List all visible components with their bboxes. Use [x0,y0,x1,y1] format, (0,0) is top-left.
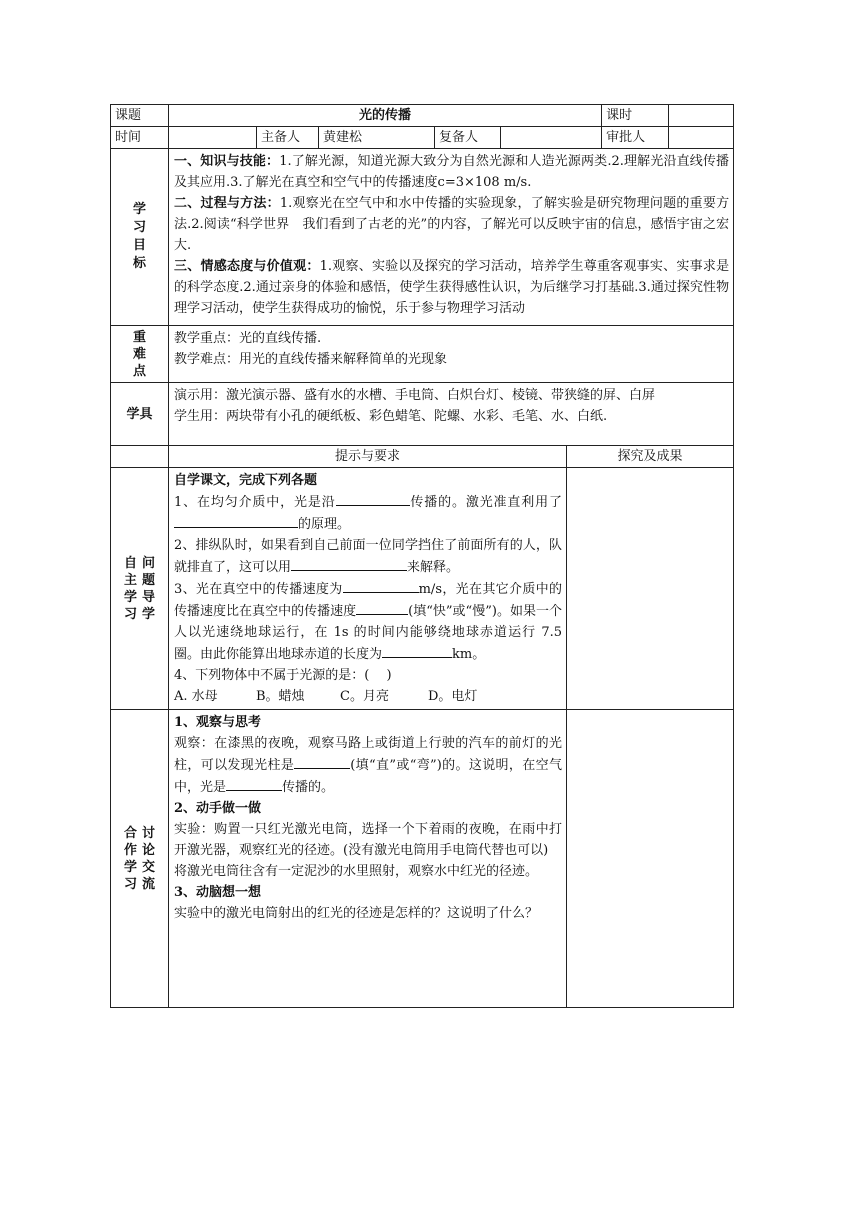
process-text: 1.观察光在空气中和水中传播的实验现象，了解实验是研究物理问题的重要方法.2.阅读“科学世界 我们看到了古老的光”的内容，了解光可以反映宇宙的信息，感悟宇宙之宏大. [174,196,730,253]
period-value [669,105,734,127]
key-points-row [111,326,734,383]
self-study-label [111,468,169,710]
time-label: 时间 [111,127,169,149]
coop-row [111,710,734,1008]
period-label: 课时 [602,105,669,127]
question-1: 1、在均匀介质中，光是沿 传播的。激光准直利用了的原理。 [174,491,562,535]
objectives-label-text: 学习目标 [132,202,146,271]
coop-label [111,710,169,1008]
key-points-label [111,326,169,383]
hands-on-text: 实验：购置一只红光激光电筒，选择一个下着雨的夜晚，在雨中打开激光器，观察红光的径迹。(没有激光电筒用手电筒代替也可以) [174,822,562,858]
question-4: 4、下列物体中不属于光源的是：( ) [174,668,392,683]
columns-blank [111,446,169,468]
lead-label: 主备人 [257,127,319,149]
coop-label-a: 合作学习 [123,825,137,892]
coop-label-b: 讨论交流 [141,825,155,892]
hands-on-title: 2、动手做一做 [174,801,262,816]
hints-header: 提示与要求 [169,446,567,468]
option-d: D。电灯 [428,689,478,704]
question-2: 2、排纵队时，如果看到自己前面一位同学挡住了前面所有的人，队就排直了，这可以用 来解释。 [174,538,562,575]
knowledge-title: 一、知识与技能： [174,154,280,169]
objectives-label [111,149,169,326]
topic-value: 光的传播 [169,105,602,127]
question-3: 3、光在真空中的传播速度为 m/s，光在其它介质中的传播速度比在真空中的传播速度 (填“快”或“慢”)。如果一个人以光速绕地球运行，在 1s 的时间内能够绕地球赤道运行 7.5 圈。由此你能算出地球赤道的长度为 km。 [174,578,562,665]
co-value [501,127,602,149]
header-row-1 [111,105,734,127]
columns-header-row [111,446,734,468]
question-4-options [174,686,562,707]
key-point-line: 教学重点：光的直线传播. [174,331,322,346]
think-text: 实验中的激光电筒射出的红光的径迹是怎样的？这说明了什么？ [174,906,539,921]
coop-content [169,710,567,1008]
objectives-row [111,149,734,326]
tools-row [111,383,734,446]
results-header: 探究及成果 [567,446,734,468]
option-a: A. 水母 [174,689,218,704]
time-value [169,127,257,149]
self-study-row [111,468,734,710]
key-points-content [169,326,734,383]
objectives-content [169,149,734,326]
tools-demo: 演示用：激光演示器、盛有水的水槽、手电筒、白炽台灯、棱镜、带狭缝的屏、白屏 [174,388,656,403]
approver-value [669,127,734,149]
tools-label: 学具 [111,383,169,446]
key-points-label-text: 重难点 [132,329,146,379]
lesson-plan-table [110,104,734,1008]
observe-title: 1、观察与思考 [174,715,262,730]
self-study-label-a: 自主学习 [123,555,137,622]
approver-label: 审批人 [602,127,669,149]
lead-value: 黄建松 [319,127,435,149]
think-title: 3、动脑想一想 [174,885,262,900]
tools-content [169,383,734,446]
option-c: C。月亮 [340,689,389,704]
knowledge-text: 1.了解光源，知道光源大致分为自然光源和人造光源两类.2.理解光沿直线传播及其应用.3.了解光在真空和空气中的传播速度c=3×108 m/s. [174,154,730,190]
co-label: 复备人 [435,127,501,149]
self-study-content [169,468,567,710]
self-study-label-b: 问题导学 [141,555,155,622]
option-b: B。蜡烛 [256,689,305,704]
process-title: 二、过程与方法： [174,196,280,211]
self-study-results [567,468,734,710]
tools-student: 学生用：两块带有小孔的硬纸板、彩色蜡笔、陀螺、水彩、毛笔、水、白纸. [174,409,608,424]
observe-text: 观察：在漆黑的夜晚，观察马路上或街道上行驶的汽车的前灯的光柱，可以发现光柱是 (填“直”或“弯”)的。这说明，在空气中，光是 传播的。 [174,736,562,795]
hands-on-text-2: 将激光电筒往含有一定泥沙的水里照射，观察水中红光的径迹。 [174,864,539,879]
coop-results [567,710,734,1008]
header-row-2 [111,127,734,149]
self-study-title: 自学课文，完成下列各题 [174,473,318,488]
emotion-title: 三、情感态度与价值观： [174,259,320,274]
difficulty-line: 教学难点：用光的直线传播来解释简单的光现象 [174,352,448,367]
emotion-text: 1.观察、实验以及探究的学习活动，培养学生尊重客观事实、实事求是的科学态度.2.通过亲身的体验和感悟，使学生获得感性认识，为后继学习打基础.3.通过探究性物理学习活动，使学生获得成功的愉悦，乐于参与物理学习活动 [174,259,730,316]
topic-label: 课题 [111,105,169,127]
